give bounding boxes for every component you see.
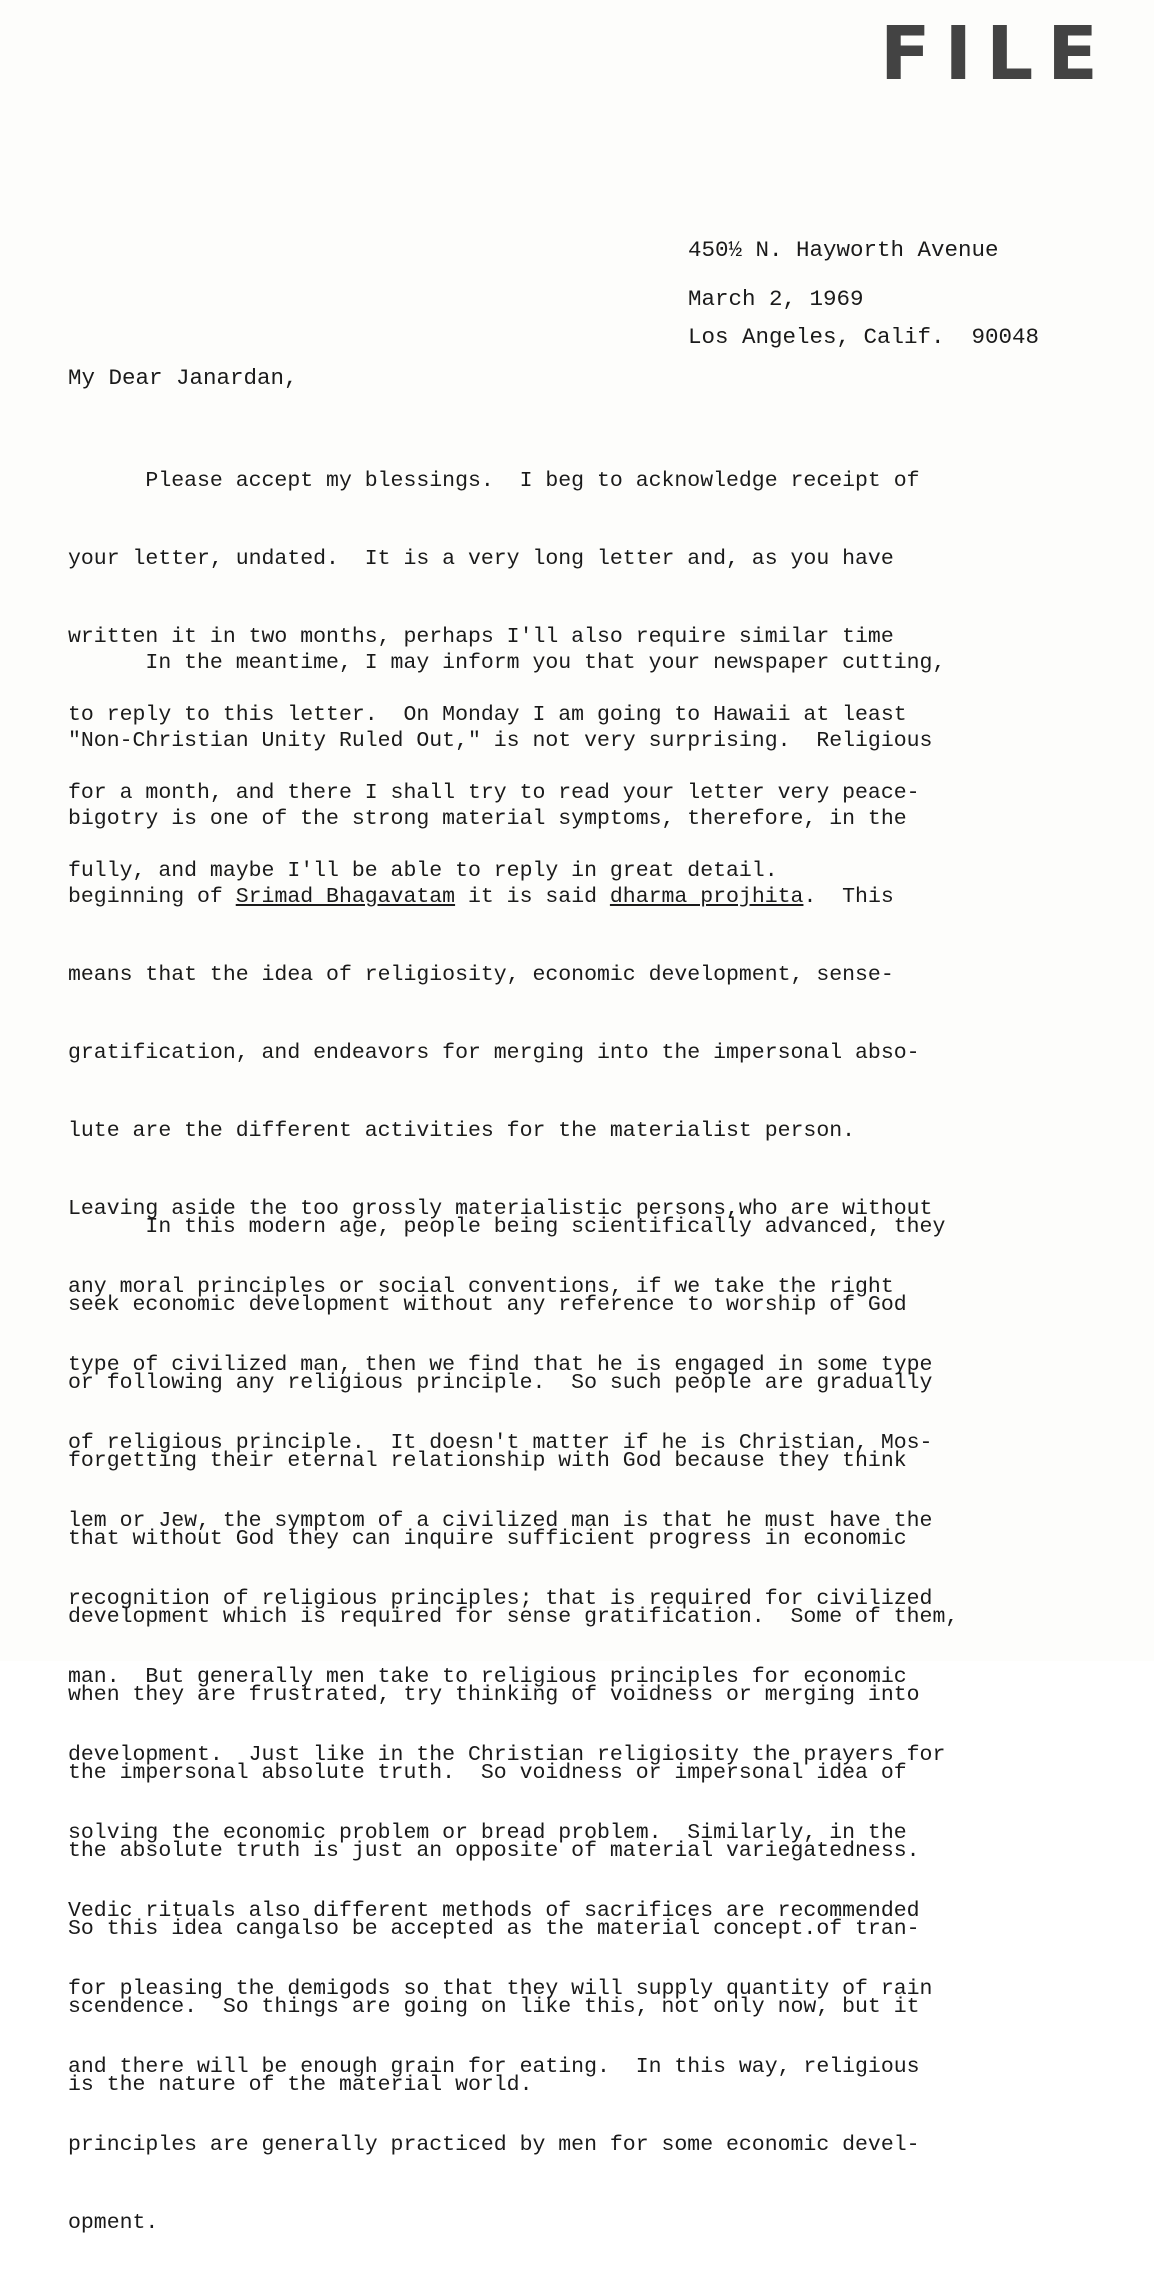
paragraph-line: or following any religious principle. So such people are gradually <box>68 1371 933 1395</box>
paragraph-line: Leaving aside the too grossly materialistic persons,who are without <box>68 1197 933 1221</box>
paragraph-line: recognition of religious principles; that is required for civilized <box>68 1587 933 1611</box>
paragraph-line: for pleasing the demigods so that they will supply quantity of rain <box>68 1977 933 2001</box>
address-line-city: Los Angeles, Calif. 90048 <box>688 324 1040 350</box>
paragraph-line: In the meantime, I may inform you that your newspaper cutting, <box>68 651 946 675</box>
paragraph-line: principles are generally practiced by men for some economic devel- <box>68 2133 920 2157</box>
text-fragment: beginning of <box>68 885 236 909</box>
paragraph-line: fully, and maybe I'll be able to reply in great detail. <box>68 859 778 883</box>
paragraph-line: to reply to this letter. On Monday I am going to Hawaii at least <box>68 703 907 727</box>
book-title-citation: Srimad Bhagavatam <box>235 885 456 909</box>
paragraph-line: and there will be enough grain for eating. In this way, religious <box>68 2055 920 2079</box>
paragraph-line-with-citations <box>68 884 945 910</box>
paragraph-line: man. But generally men take to religious principles for economic <box>68 1665 907 1689</box>
paragraph-line: the impersonal absolute truth. So voidness or impersonal idea of <box>68 1761 907 1785</box>
paragraph-line: solving the economic problem or bread problem. Similarly, in the <box>68 1821 907 1845</box>
salutation: My Dear Janardan, <box>68 365 298 391</box>
paragraph-line: gratification, and endeavors for merging into the impersonal abso- <box>68 1041 920 1065</box>
paragraph-line: your letter, undated. It is a very long letter and, as you have <box>68 547 894 571</box>
sanskrit-term-citation: dharma projhita <box>609 885 804 909</box>
paragraph-line: Vedic rituals also different methods of sacrifices are recommended <box>68 1899 920 1923</box>
paragraph-3 <box>68 1162 958 2150</box>
paragraph-line: So this idea cangalso be accepted as the material concept.of tran- <box>68 1917 920 1941</box>
paragraph-line: development. Just like in the Christian religiosity the prayers for <box>68 1743 946 1767</box>
paragraph-line: In this modern age, people being scientifically advanced, they <box>68 1215 946 1239</box>
paragraph-line: forgetting their eternal relationship with God because they think <box>68 1449 907 1473</box>
paragraph-line: scendence. So things are going on like this, not only now, but it <box>68 1995 920 2019</box>
paragraph-line: bigotry is one of the strong material symptoms, therefore, in the <box>68 807 907 831</box>
paragraph-line: means that the idea of religiosity, economic development, sense- <box>68 963 894 987</box>
paragraph-line: opment. <box>68 2211 159 2235</box>
paragraph-line: development which is required for sense gratification. Some of them, <box>68 1605 959 1629</box>
paragraph-line: written it in two months, perhaps I'll also require similar time <box>68 625 894 649</box>
paragraph-line: any moral principles or social conventions, if we take the right <box>68 1275 894 1299</box>
file-stamp: FILE <box>880 11 1112 97</box>
paragraph-line: type of civilized man, then we find that he is engaged in some type <box>68 1353 933 1377</box>
paragraph-line: is the nature of the material world. <box>68 2073 533 2097</box>
paragraph-line: lute are the different activities for the materialist person. <box>68 1119 856 1143</box>
paragraph-line: the absolute truth is just an opposite of material variegatedness. <box>68 1839 920 1863</box>
letter-date: March 2, 1969 <box>688 286 864 312</box>
paragraph-line: lem or Jew, the symptom of a civilized man is that he must have the <box>68 1509 933 1533</box>
paragraph-line: Please accept my blessings. I beg to acknowledge receipt of <box>68 469 920 493</box>
paragraph-line: "Non-Christian Unity Ruled Out," is not very surprising. Religious <box>68 729 933 753</box>
paragraph-line: of religious principle. It doesn't matter if he is Christian, Mos- <box>68 1431 933 1455</box>
text-fragment: it is said <box>455 885 610 909</box>
text-fragment: . This <box>803 885 894 909</box>
paragraph-line: for a month, and there I shall try to read your letter very peace- <box>68 781 920 805</box>
paragraph-line: seek economic development without any reference to worship of God <box>68 1293 907 1317</box>
paragraph-line: that without God they can inquire sufficient progress in economic <box>68 1527 907 1551</box>
address-line-street: 450½ N. Hayworth Avenue <box>688 237 999 263</box>
paragraph-line: when they are frustrated, try thinking of voidness or merging into <box>68 1683 920 1707</box>
